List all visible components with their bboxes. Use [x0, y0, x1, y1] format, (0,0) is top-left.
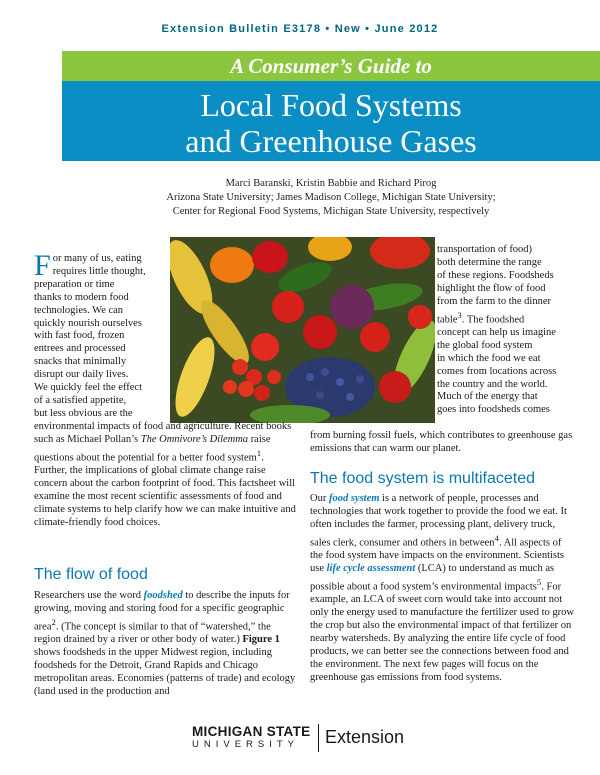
intro-line: requires little thought,	[52, 265, 146, 277]
author-affiliation-1: Arizona State University; James Madison College, Michigan State University;	[166, 192, 496, 203]
right-line: in which the food we eat	[437, 352, 541, 364]
intro-line: We quickly feel the effect	[34, 382, 142, 394]
right-line: of these regions. Foodsheds	[437, 269, 554, 281]
citation-2: 2	[51, 616, 56, 627]
subtitle-band	[62, 51, 600, 81]
right-line: Much of the energy that	[437, 391, 538, 403]
intro-line: thanks to modern food	[34, 291, 129, 303]
intro-text: raise questions about the potential for a better food system	[34, 433, 271, 464]
right-line: comes from locations across	[437, 365, 557, 377]
flow-text: to describe the inputs for growing, moving and storing food for a specific geographic area	[34, 590, 290, 633]
intro-line: with fast food, frozen	[34, 330, 125, 342]
right-narrow-column	[437, 244, 577, 417]
figure-1-ref: Figure 1	[242, 634, 280, 646]
intro-line: quickly nourish ourselves	[34, 317, 142, 329]
msu-logo-line-2: UNIVERSITY	[192, 739, 300, 750]
citation-1: 1	[256, 447, 262, 458]
food-system-text: is a network of people, processes and technologies that work together to provide the food we eat. It often includes the farmer, processing plant, delivery truck, sales clerk, consumer and others in between	[310, 493, 567, 549]
intro-line: preparation or time	[34, 278, 115, 290]
intro-text: environmental impacts of food and agriculture. Recent books such as Michael Pollan’s	[34, 421, 292, 445]
author-block	[62, 177, 600, 219]
book-title: The Omnivore’s Dilemma	[140, 433, 249, 445]
heading-flow-of-food: The flow of food	[34, 566, 148, 583]
intro-line: entrees and processed	[34, 343, 126, 355]
citation-3: 3	[457, 309, 462, 320]
right-line: concept can help us imagine	[437, 326, 556, 338]
bulletin-number: Extension Bulletin E3178 • New • June 2012	[161, 23, 439, 35]
term-foodshed: foodshed	[143, 590, 183, 601]
flow-text: Researchers use the word	[34, 590, 144, 601]
right-line: both determine the range	[437, 256, 542, 268]
logo-divider	[318, 724, 319, 752]
intro-line: disrupt our daily lives.	[34, 369, 129, 381]
intro-line: snacks that minimally	[34, 356, 127, 368]
page-title-line-1: Local Food Systems	[200, 87, 462, 123]
heading-food-system: The food system is multifaceted	[310, 470, 535, 487]
drop-cap: F	[34, 249, 51, 282]
food-system-text: (LCA) to understand as much as possible about a food system’s environmental impacts	[310, 563, 555, 593]
right-wide-continuation: from burning fossil fuels, which contributes to greenhouse gas emissions that can warm our planet.	[310, 430, 573, 454]
title-band	[62, 81, 600, 161]
intro-narrow-column	[34, 249, 168, 421]
intro-line: technologies. We can	[34, 304, 124, 316]
food-system-paragraph	[310, 493, 576, 685]
right-line: from the farm to the dinner	[437, 295, 552, 307]
intro-line: or many of us, eating	[52, 253, 142, 264]
vegetables-photo	[170, 237, 435, 423]
term-life-cycle-assessment: life cycle assessment	[326, 563, 416, 575]
msu-logo-line-1: MICHIGAN STATE	[192, 724, 311, 739]
msu-logo	[192, 724, 314, 750]
flow-paragraph	[34, 590, 296, 699]
page-title-line-2: and Greenhouse Gases	[185, 123, 477, 159]
intro-text: . Further, the implications of global climate change raise concern about the carbon footprint of food. This factsheet will examine the most recent scientific assessments of food and climate systems to help clarify how we can make intuitive and climate-friendly food choices.	[34, 452, 296, 528]
citation-4: 4	[494, 532, 499, 543]
extension-wordmark: Extension	[325, 727, 405, 747]
table-word: table	[437, 314, 458, 326]
right-line	[437, 309, 577, 327]
right-line: highlight the flow of food	[437, 282, 546, 294]
right-line: the global food system	[437, 339, 533, 351]
author-names: Marci Baranski, Kristin Babbie and Richard Pirog	[225, 178, 437, 189]
intro-line: of a satisfied appetite,	[34, 394, 127, 406]
flow-text: shows foodsheds in the upper Midwest region, including foodsheds for the Detroit, Grand Rapids and Chicago metropolitan areas. Economies (patterns of trade) and ecology (land used in the production and	[34, 647, 296, 697]
right-line: goes into foodsheds comes	[437, 404, 550, 416]
food-system-text: . All aspects of the food system have impacts on the environment. Scientists use	[310, 537, 564, 575]
citation-5: 5	[536, 576, 542, 587]
foodshed-sentence: . The foodshed	[461, 314, 525, 326]
term-food-system: food system	[328, 493, 380, 504]
author-affiliation-2: Center for Regional Food Systems, Michigan State University, respectively	[172, 206, 490, 217]
right-line: the country and the world.	[437, 378, 548, 390]
flow-text: . (The concept is similar to that of “watershed,” the region drained by a river or other body of water.)	[34, 621, 271, 646]
intro-line: but less obvious are the	[34, 407, 133, 419]
intro-paragraph-continued	[34, 421, 296, 530]
food-system-text: . For example, an LCA of sweet corn would take into account not only the energy used to manufacture the fertilizer used to grow the crop but also the environmental impact of that fertilizer on nearby watersheds. By analyzing the entire life cycle of food products, we can better see the connections between food and the environment. The next few pages will focus on the greenhouse gas emissions from food systems.	[310, 581, 574, 683]
subtitle: A Consumer’s Guide to	[230, 54, 432, 78]
right-line: transportation of food)	[437, 244, 533, 255]
food-system-text: Our	[310, 493, 329, 504]
